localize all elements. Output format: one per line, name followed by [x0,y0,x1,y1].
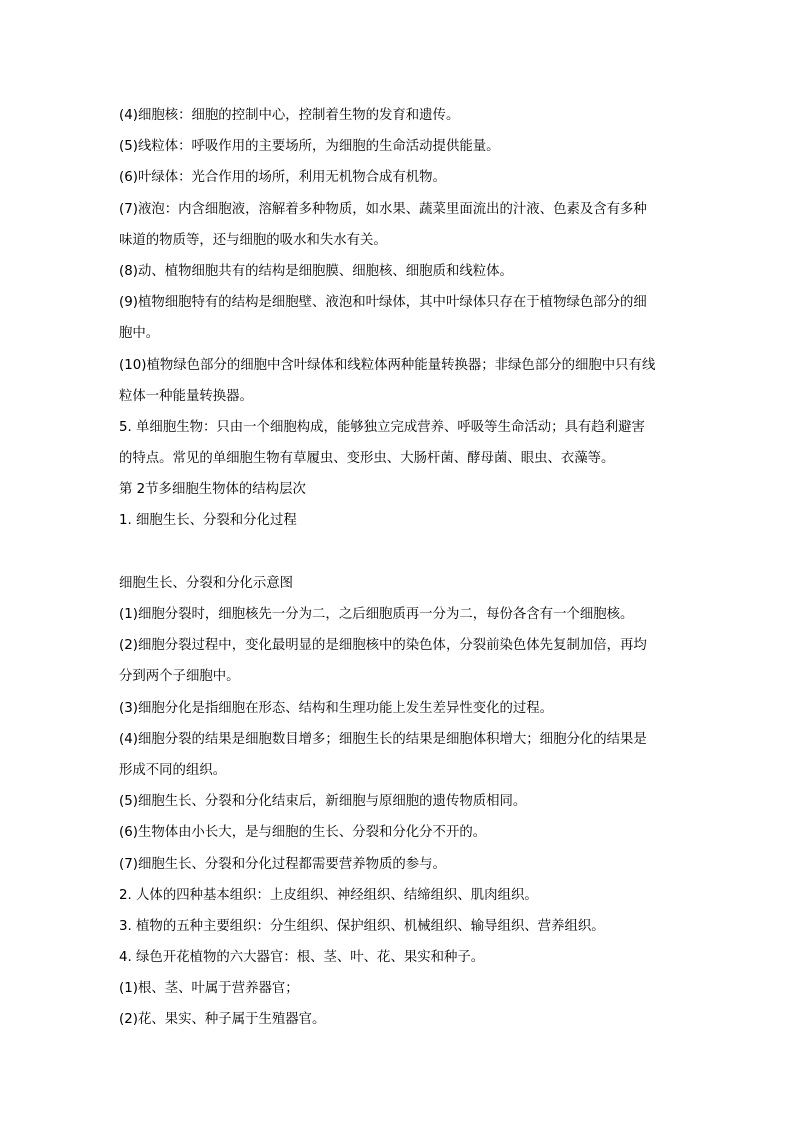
text-line-division-1: (1)细胞分裂时，细胞核先一分为二，之后细胞质再一分为二，每份各含有一个细胞核。 [119,607,634,622]
figure-placeholder [119,537,679,568]
text-line-nucleus: (4)细胞核：细胞的控制中心，控制着生物的发育和遗传。 [119,108,460,123]
section-heading: 第 2节多细胞生物体的结构层次 [119,482,306,498]
text-line-plant-specific-2: 胞中。 [119,326,160,342]
text-line-results-1: (4)细胞分裂的结果是细胞数目增多；细胞生长的结果是细胞体积增大；细胞分化的结果是 [119,731,647,747]
text-line-human-tissues: 2. 人体的四种基本组织：上皮组织、神经组织、结缔组织、肌肉组织。 [119,887,538,903]
subsection-heading-cell-process: 1. 细胞生长、分裂和分化过程 [119,513,297,529]
text-line-results-2: 形成不同的组织。 [119,762,227,778]
text-line-growth: (6)生物体由小长大，是与细胞的生长、分裂和分化分不开的。 [119,825,487,841]
text-line-plant-specific-1: (9)植物细胞特有的结构是细胞壁、液泡和叶绿体，其中叶绿体只存在于植物绿色部分的细 [119,295,647,311]
text-line-differentiation: (3)细胞分化是指细胞在形态、结构和生理功能上发生差异性变化的过程。 [119,700,554,716]
text-line-energy-converters-1: (10)植物绿色部分的细胞中含叶绿体和线粒体两种能量转换器；非绿色部分的细胞中只有线 [119,357,656,373]
text-line-unicellular-1: 5. 单细胞生物：只由一个细胞构成，能够独立完成营养、呼吸等生命活动；具有趋利避害 [119,419,645,435]
text-line-unicellular-2: 的特点。常见的单细胞生物有草履虫、变形虫、大肠杆菌、酵母菌、眼虫、衣藻等。 [119,451,615,467]
text-line-common-structures: (8)动、植物细胞共有的结构是细胞膜、细胞核、细胞质和线粒体。 [119,263,513,279]
text-line-plant-organs: 4. 绿色开花植物的六大器官：根、茎、叶、花、果实和种子。 [119,950,485,966]
text-line-mitochondria: (5)线粒体：呼吸作用的主要场所，为细胞的生命活动提供能量。 [119,139,500,155]
text-line-division-3: 分到两个子细胞中。 [119,669,240,685]
text-line-vegetative-organs: (1)根、茎、叶属于营养器官； [119,981,299,997]
text-line-vacuole-1: (7)液泡：内含细胞液，溶解着多种物质，如水果、蔬菜里面流出的汁液、色素及含有多种 [119,201,647,217]
text-line-nutrients: (7)细胞生长、分裂和分化过程都需要营养物质的参与。 [119,856,446,872]
text-line-reproductive-organs: (2)花、果实、种子属于生殖器官。 [119,1012,326,1028]
text-line-energy-converters-2: 粒体一种能量转换器。 [119,388,253,404]
text-line-division-2: (2)细胞分裂过程中，变化最明显的是细胞核中的染色体，分裂前染色体先复制加倍，再均 [119,638,647,654]
text-line-vacuole-2: 味道的物质等，还与细胞的吸水和失水有关。 [119,232,387,248]
document-body [119,100,679,1036]
figure-caption: 细胞生长、分裂和分化示意图 [119,575,294,591]
text-line-plant-tissues: 3. 植物的五种主要组织：分生组织、保护组织、机械组织、输导组织、营养组织。 [119,918,605,934]
text-line-genetic-material: (5)细胞生长、分裂和分化结束后，新细胞与原细胞的遗传物质相同。 [119,794,527,810]
text-line-chloroplast: (6)叶绿体：光合作用的场所，利用无机物合成有机物。 [119,170,446,186]
